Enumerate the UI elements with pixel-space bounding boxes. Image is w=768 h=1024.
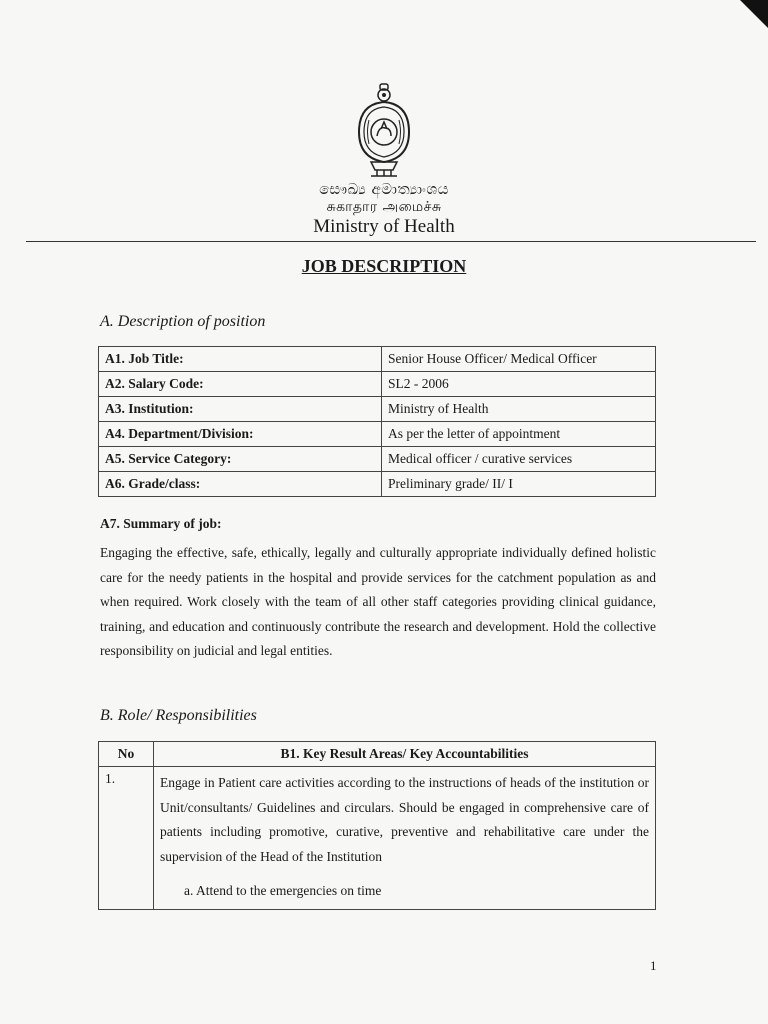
table-row	[99, 372, 656, 397]
table-row	[99, 422, 656, 447]
scan-corner-mark	[740, 0, 768, 28]
row-value: SL2 - 2006	[382, 372, 656, 397]
row-label: A2. Salary Code:	[99, 372, 382, 397]
sri-lanka-emblem-icon	[351, 82, 417, 178]
row-value: Ministry of Health	[382, 397, 656, 422]
row-label: A4. Department/Division:	[99, 422, 382, 447]
table-row	[99, 447, 656, 472]
table-row	[99, 397, 656, 422]
row-number: 1.	[99, 767, 154, 910]
kra-sub-item: a. Attend to the emergencies on time	[184, 883, 382, 898]
key-result-areas-table	[98, 741, 656, 910]
row-value: Medical officer / curative services	[382, 447, 656, 472]
ministry-name-english: Ministry of Health	[313, 216, 455, 237]
position-table	[98, 346, 656, 497]
kra-description: Engage in Patient care activities according to the instructions of heads of the institution or Unit/consultants/ Guidelines and circulars. Should be engaged in comprehensive care of patients including promotive, curative, preventive and rehabilitative care under the supervision of the Head of the Institution	[160, 775, 649, 864]
job-summary-text: Engaging the effective, safe, ethically, legally and culturally appropriate individually defined holistic care for the needy patients in the hospital and provide services for the catchment population as and when required. Work closely with the team of all other staff categories providing clinical guidance, training, and education and continuously contribute the research and development. Hold the collective responsibility on judicial and legal entities.	[100, 545, 656, 658]
row-label: A6. Grade/class:	[99, 472, 382, 497]
table-row	[99, 347, 656, 372]
summary-label: A7. Summary of job:	[100, 516, 222, 531]
row-value: Preliminary grade/ II/ I	[382, 472, 656, 497]
ministry-name-sinhala: සෞඛ්‍ය අමාත්‍යාංශය	[319, 180, 449, 198]
row-value: Senior House Officer/ Medical Officer	[382, 347, 656, 372]
document-title: JOB DESCRIPTION	[301, 256, 467, 276]
letterhead	[0, 82, 768, 238]
row-label: A5. Service Category:	[99, 447, 382, 472]
row-label: A3. Institution:	[99, 397, 382, 422]
header-divider	[26, 241, 756, 242]
section-b-heading: B. Role/ Responsibilities	[100, 707, 257, 724]
column-header-no: No	[99, 742, 154, 767]
ministry-name-tamil: சுகாதார அமைச்சு	[326, 199, 442, 215]
table-header-row	[99, 742, 656, 767]
table-row	[99, 767, 656, 910]
column-header-kra: B1. Key Result Areas/ Key Accountabilities	[154, 742, 656, 767]
page-number: 1	[650, 958, 657, 973]
row-content	[154, 767, 656, 910]
row-value: As per the letter of appointment	[382, 422, 656, 447]
section-a-heading: A. Description of position	[100, 313, 266, 330]
row-label: A1. Job Title:	[99, 347, 382, 372]
table-row	[99, 472, 656, 497]
